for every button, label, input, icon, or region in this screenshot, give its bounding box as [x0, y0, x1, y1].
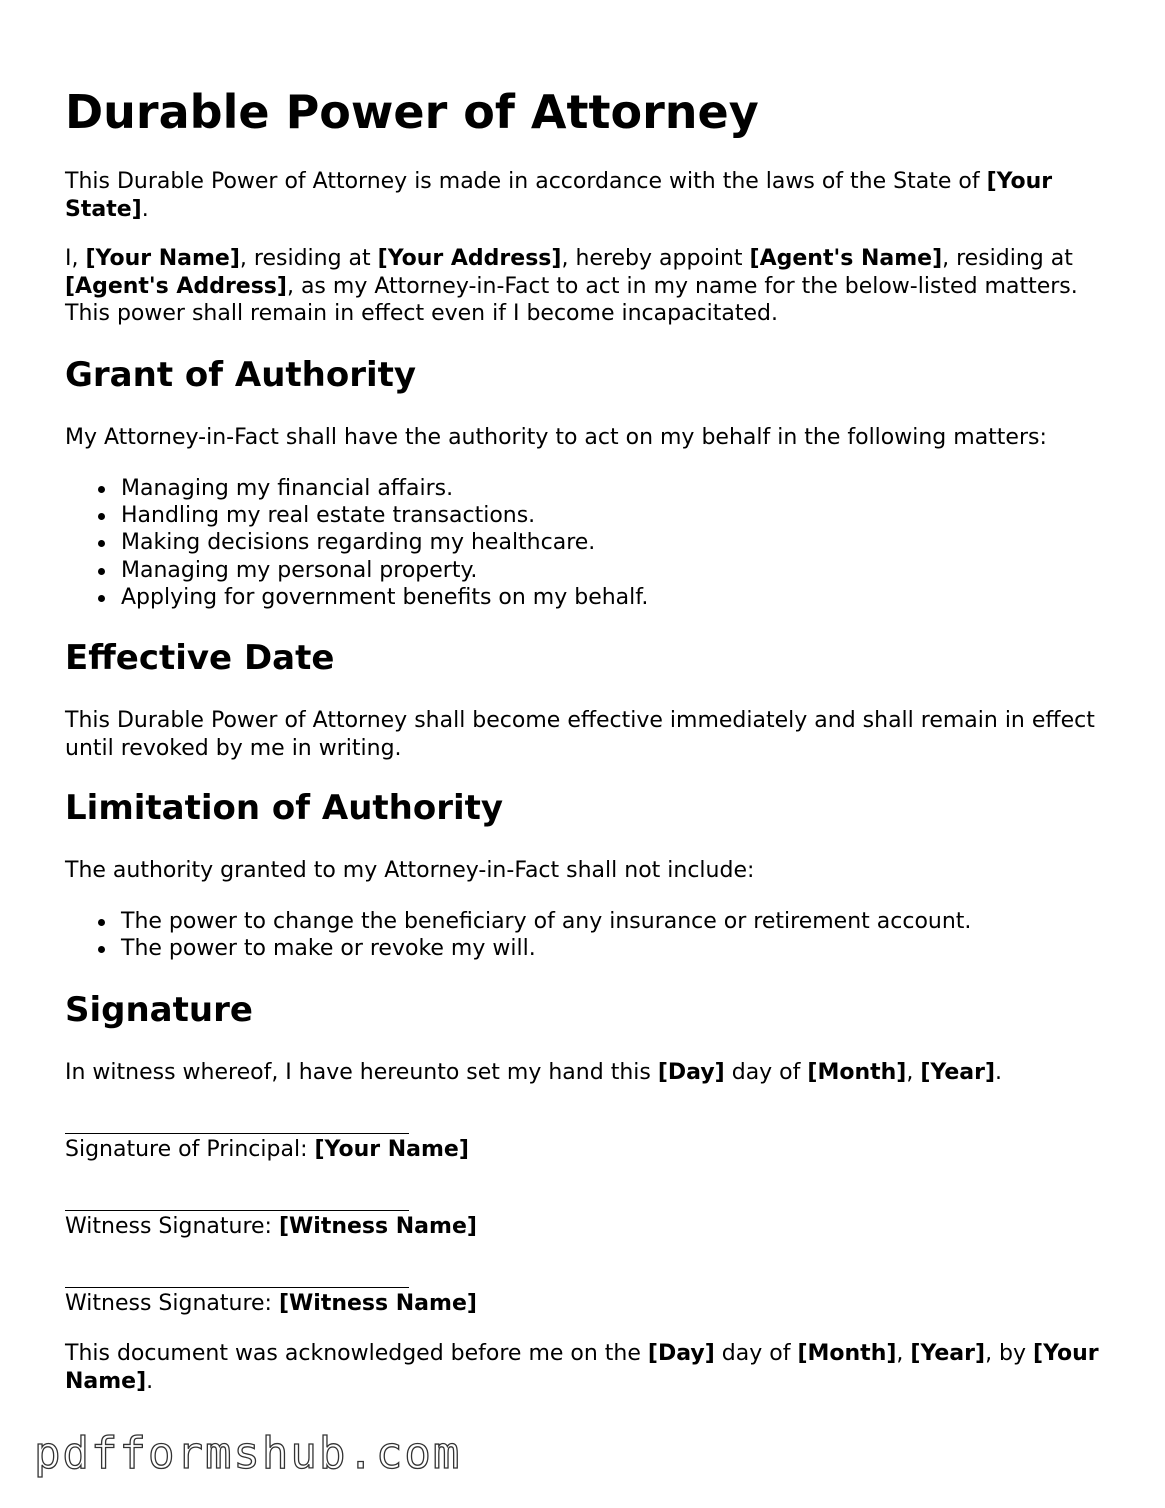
witness-text: ,	[906, 1060, 921, 1085]
signature-label-text: Signature of Principal:	[65, 1137, 315, 1162]
witness-text: day of	[724, 1060, 808, 1085]
witness-paragraph	[65, 1059, 1105, 1087]
placeholder-state: [Your State]	[65, 169, 1053, 222]
placeholder-your-name: [Your Name]	[314, 1137, 469, 1162]
placeholder-day: [Day]	[647, 1341, 715, 1366]
effective-paragraph: This Durable Power of Attorney shall become effective immediately and shall remain in effect until revoked by me in writing.	[65, 708, 1095, 761]
intro-period: .	[141, 196, 149, 222]
appoint-text: , as my Attorney-in-Fact to act in my name for the below-listed matters. This power shall remain in effect even if I become incapacitated.	[65, 273, 1078, 326]
acknowledgement-paragraph	[65, 1340, 1105, 1395]
appoint-text: , hereby appoint	[561, 246, 750, 271]
watermark-logo: pdfformshub.com	[34, 1428, 462, 1479]
list-item: Making decisions regarding my healthcare.	[121, 529, 648, 556]
ack-text: ,	[896, 1341, 911, 1366]
principal-signature-label	[65, 1136, 469, 1164]
appoint-text: I,	[65, 246, 86, 271]
placeholder-your-address: [Your Address]	[377, 246, 562, 271]
document-title: Durable Power of Attorney	[65, 85, 759, 139]
placeholder-agent-name: [Agent's Name]	[749, 246, 943, 271]
heading-signature: Signature	[65, 990, 253, 1030]
witness2-signature-label	[65, 1290, 477, 1318]
placeholder-year: [Year]	[910, 1341, 986, 1366]
list-item: Managing my financial affairs.	[121, 475, 648, 502]
limitation-list	[65, 908, 971, 962]
placeholder-agent-address: [Agent's Address]	[65, 273, 287, 299]
list-item: Managing my personal property.	[121, 557, 648, 584]
placeholder-your-name: [Your Name]	[85, 246, 240, 271]
placeholder-your-name: [Your Name]	[65, 1341, 1099, 1394]
witness-text: .	[995, 1060, 1002, 1085]
grant-list	[65, 475, 648, 611]
appoint-text: , residing at	[942, 246, 1073, 271]
list-item: The power to make or revoke my will.	[121, 935, 971, 962]
intro-paragraph-appointment	[65, 245, 1105, 328]
ack-text: , by	[985, 1341, 1034, 1366]
signature-label-text: Witness Signature:	[65, 1291, 279, 1316]
placeholder-witness-name: [Witness Name]	[278, 1214, 477, 1239]
placeholder-month: [Month]	[807, 1060, 907, 1085]
list-item: The power to change the beneficiary of any insurance or retirement account.	[121, 909, 972, 934]
intro-paragraph-state	[65, 168, 1105, 223]
signature-label-text: Witness Signature:	[65, 1214, 279, 1239]
list-item: Applying for government benefits on my behalf.	[121, 584, 649, 610]
placeholder-day: [Day]	[657, 1060, 725, 1085]
ack-text: This document was acknowledged before me on the	[65, 1341, 648, 1366]
placeholder-year: [Year]	[920, 1060, 995, 1085]
heading-effective-date: Effective Date	[65, 638, 335, 678]
ack-text: day of	[714, 1341, 798, 1366]
witness1-signature-line[interactable]	[65, 1210, 409, 1211]
placeholder-witness-name: [Witness Name]	[278, 1291, 477, 1316]
principal-signature-line[interactable]	[65, 1133, 409, 1134]
list-item: Handling my real estate transactions.	[121, 502, 648, 529]
witness-text: In witness whereof, I have hereunto set my hand this	[65, 1060, 658, 1085]
intro-text: This Durable Power of Attorney is made in accordance with the laws of the State of	[65, 169, 987, 194]
appoint-text: , residing at	[239, 246, 378, 271]
ack-text: .	[146, 1368, 154, 1394]
limitation-paragraph: The authority granted to my Attorney-in-Fact shall not include:	[65, 858, 755, 883]
heading-limitation-of-authority: Limitation of Authority	[65, 788, 504, 828]
witness1-signature-label	[65, 1213, 477, 1241]
placeholder-month: [Month]	[797, 1341, 897, 1366]
witness2-signature-line[interactable]	[65, 1287, 409, 1288]
heading-grant-of-authority: Grant of Authority	[65, 355, 417, 395]
grant-paragraph: My Attorney-in-Fact shall have the authority to act on my behalf in the following matters:	[65, 425, 1047, 450]
